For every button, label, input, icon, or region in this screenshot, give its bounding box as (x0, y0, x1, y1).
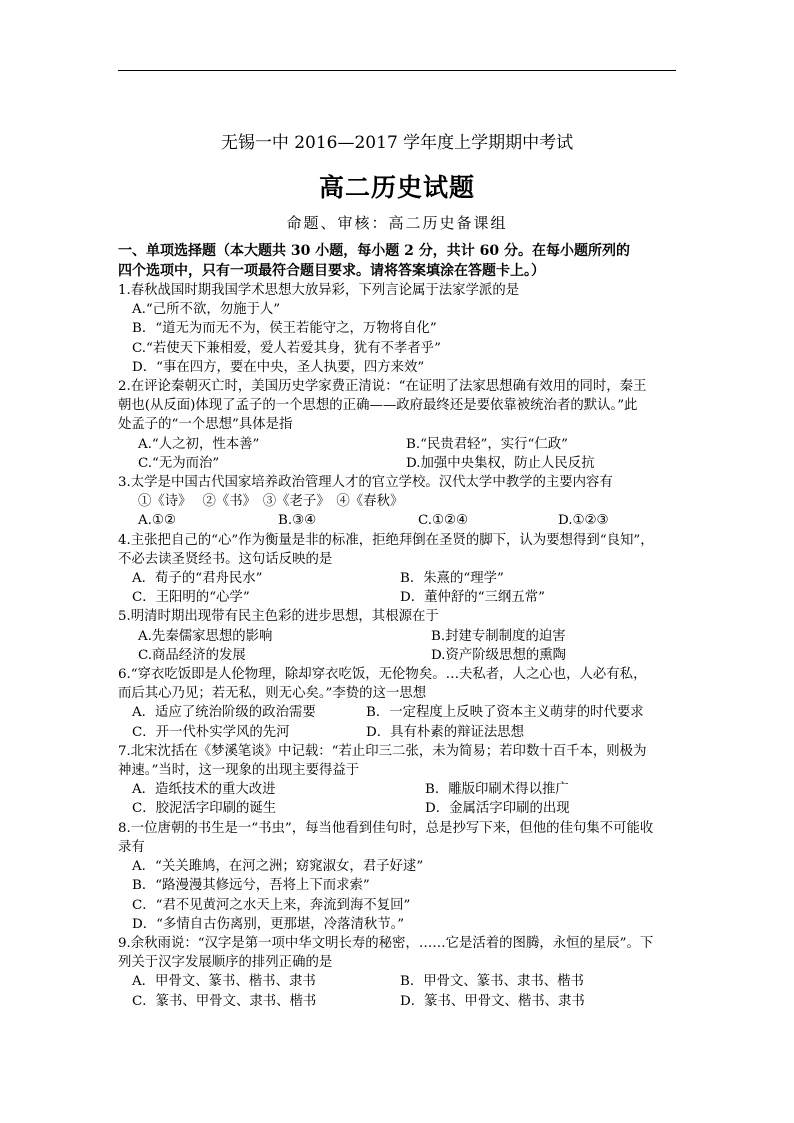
question-6 (118, 665, 678, 742)
option-b: B．一定程度上反映了资本主义萌芽的时代要求 (366, 705, 644, 721)
option-c: C．王阳明的“心学” (132, 590, 250, 606)
option-b: B.封建专制制度的迫害 (431, 628, 566, 644)
option-b: B．朱熹的“理学” (400, 571, 504, 587)
option-b: B.“民贵君轻”，实行“仁政” (406, 436, 568, 452)
option-row (118, 780, 678, 799)
option-a: A.①② (138, 513, 176, 529)
question-3 (118, 473, 678, 531)
question-stem: 1.春秋战国时期我国学术思想大放异彩，下列言论属于法家学派的是 (118, 283, 520, 298)
option-b: B．雕版印刷术得以推广 (425, 782, 569, 798)
option-d: D.①②③ (558, 513, 609, 529)
option-b: B.③④ (278, 513, 317, 529)
option-row (118, 972, 678, 991)
option-c: C.商品经济的发展 (138, 647, 246, 663)
option-row (118, 627, 678, 646)
option-b: B．“道无为而无不为，侯王若能守之，万物将自化” (132, 321, 437, 337)
question-stem: 8.一位唐朝的书生是一“书虫”，每当他看到佳句时，总是抄写下来，但他的佳句集不可能收 (118, 820, 654, 836)
option-a: A．造纸技术的重大改进 (132, 782, 276, 798)
section-heading-line: 一、单项选择题（本大题共 30 小题，每小题 2 分，共计 60 分。在每小题所列的 (118, 243, 630, 259)
option-a: A.“人之初，性本善” (138, 436, 260, 452)
question-9 (118, 934, 678, 1011)
section-heading (118, 241, 678, 281)
question-7 (118, 742, 678, 819)
question-stem: 3.太学是中国古代国家培养政治管理人才的官立学校。汉代太学中教学的主要内容有 (118, 475, 613, 491)
option-c: C.①②④ (418, 513, 469, 529)
question-5 (118, 607, 678, 665)
option-c: C.“无为而治” (138, 455, 220, 471)
option-row (118, 703, 678, 722)
question-stem: 不必去读圣贤经书。这句话反映的是 (118, 551, 333, 567)
option-row (118, 723, 678, 742)
option-a: A．适应了统治阶级的政治需要 (132, 705, 316, 721)
option-row (118, 646, 678, 665)
question-stem: 2.在评论秦朝灭亡时，美国历史学家费正清说：“在证明了法家思想确有效用的同时，秦王 (118, 379, 647, 395)
question-stem: 录有 (118, 839, 145, 855)
question-stem: 6.“穿衣吃饭即是人伦物理，除却穿衣吃饭，无伦物矣。…夫私者，人之心也，人必有私， (118, 667, 647, 683)
question-2 (118, 377, 678, 473)
question-stem: 5.明清时期出现带有民主色彩的进步思想，其根源在于 (118, 609, 439, 625)
question-items: ①《诗》 ②《书》 ③《老子》 ④《春秋》 (138, 494, 404, 510)
question-8 (118, 819, 678, 934)
option-a: A.先秦儒家思想的影响 (138, 628, 273, 644)
option-row (118, 511, 678, 530)
option-b: B．甲骨文、篆书、隶书、楷书 (400, 974, 584, 990)
option-a: A．荀子的“君舟民水” (132, 571, 263, 587)
option-d: D．篆书、甲骨文、楷书、隶书 (400, 993, 585, 1009)
option-c: C．篆书、甲骨文、隶书、楷书 (132, 993, 317, 1009)
exam-title: 无锡一中 2016—2017 学年度上学期期中考试 (220, 133, 574, 153)
option-a: A.“己所不欲，勿施于人” (132, 302, 281, 318)
authors-line: 命题、审核：高二历史备课组 (286, 214, 508, 232)
option-c: C.“若使天下兼相爱，爱人若爱其身，犹有不孝者乎” (132, 340, 441, 356)
option-d: D．董仲舒的“三纲五常” (400, 590, 545, 606)
question-stem: 列关于汉字发展顺序的排列正确的是 (118, 955, 333, 971)
option-c: C．开一代朴实学风的先河 (132, 724, 290, 740)
option-d: D.资产阶级思想的熏陶 (431, 647, 567, 663)
option-d: D．“多情自古伤离别，更那堪，冷落清秋节。” (132, 916, 405, 932)
option-a: A．甲骨文、篆书、楷书、隶书 (132, 974, 316, 990)
question-stem: 7.北宋沈括在《梦溪笔谈》中记载：“若止印三二张，未为简易；若印数十百千本，则极为 (118, 743, 647, 759)
option-d: D．“事在四方，要在中央，圣人执要，四方来效” (132, 359, 425, 375)
option-a: A．“关关雎鸠，在河之洲；窈窕淑女，君子好逑” (132, 859, 424, 875)
page-title: 高二历史试题 (318, 173, 475, 202)
option-row (118, 454, 678, 473)
question-stem: 处孟子的“一个思想”具体是指 (118, 417, 293, 433)
question-stem: 神速。”当时，这一现象的出现主要得益于 (118, 763, 360, 779)
question-stem: 4.主张把自己的“心”作为衡量是非的标准，拒绝拜倒在圣贤的脚下，认为要想得到“良知”， (118, 532, 654, 548)
option-d: D．金属活字印刷的出现 (425, 801, 570, 817)
option-d: D.加强中央集权，防止人民反抗 (406, 455, 595, 471)
option-row (118, 569, 678, 588)
option-row (118, 588, 678, 607)
header-rule (118, 70, 676, 71)
section-heading-line: 四个选项中，只有一项最符合题目要求。请将答案填涂在答题卡上。） (118, 263, 545, 279)
option-c: C．胶泥活字印刷的诞生 (132, 801, 277, 817)
question-4 (118, 531, 678, 608)
option-c: C．“君不见黄河之水天上来，奔流到海不复回” (132, 897, 411, 913)
option-b: B．“路漫漫其修远兮，吾将上下而求索” (132, 878, 370, 894)
exam-content (118, 241, 678, 1011)
option-row (118, 992, 678, 1011)
option-row (118, 435, 678, 454)
question-1 (118, 281, 678, 377)
option-d: D．具有朴素的辩证法思想 (366, 724, 525, 740)
option-row (118, 799, 678, 818)
question-stem: 朝也(从反面)体现了孟子的一个思想的正确——政府最终还是要依靠被统治者的默认。”此 (118, 398, 638, 414)
question-stem: 而后其心乃见；若无私，则无心矣。”李贽的这一思想 (118, 686, 427, 702)
question-stem: 9.余秋雨说：“汉字是第一项中华文明长寿的秘密，……它是活着的图腾，永恒的星辰”。下 (118, 935, 654, 951)
